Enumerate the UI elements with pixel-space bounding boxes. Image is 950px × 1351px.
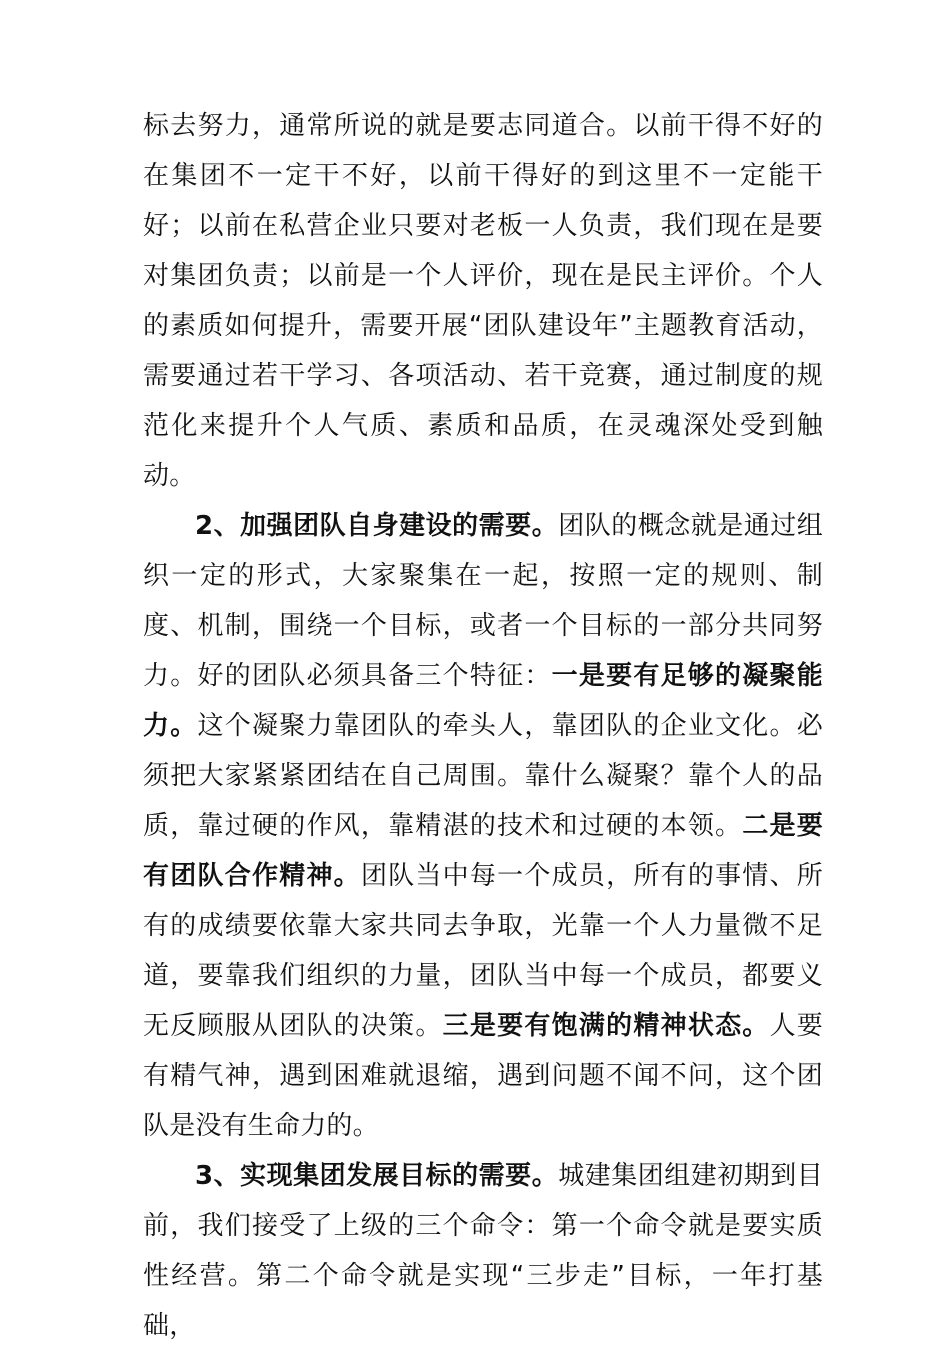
paragraph-2-point-1: 一是要有足够的凝聚能力。	[143, 661, 823, 741]
paragraph-3	[143, 1151, 823, 1351]
paragraph-1	[143, 101, 823, 501]
paragraph-2-point-3: 三是要有饱满的精神状态。	[442, 1011, 770, 1041]
paragraph-2-text-3: 团队当中每一个成员，所有的事情、所有的成绩要依靠大家共同去争取，光靠一个人力量微不足道，要靠我们组织的力量，团队当中每一个成员，都要义无反顾服从团队的决策。	[143, 861, 823, 1041]
paragraph-3-heading: 3、实现集团发展目标的需要。	[195, 1161, 559, 1191]
paragraph-2-text-2: 这个凝聚力靠团队的牵头人，靠团队的企业文化。必须把大家紧紧团结在自己周围。靠什么凝聚？靠个人的品质，靠过硬的作风，靠精湛的技术和过硬的本领。	[143, 711, 823, 841]
paragraph-2-heading: 2、加强团队自身建设的需要。	[195, 511, 559, 541]
document-page	[143, 101, 823, 1351]
paragraph-2-point-2: 二是要有团队合作精神。	[143, 811, 823, 891]
paragraph-2	[143, 501, 823, 1151]
paragraph-2-text-4: 人要有精气神，遇到困难就退缩，遇到问题不闻不问，这个团队是没有生命力的。	[143, 1011, 824, 1141]
paragraph-2-text-1: 团队的概念就是通过组织一定的形式，大家聚集在一起，按照一定的规则、制度、机制，围绕一个目标，或者一个目标的一部分共同努力。好的团队必须具备三个特征：	[143, 511, 823, 691]
paragraph-3-text: 城建集团组建初期到目前，我们接受了上级的三个命令：第一个命令就是要实质性经营。第二个命令就是实现“三步走”目标，一年打基础，	[143, 1161, 823, 1341]
paragraph-1-text: 标去努力，通常所说的就是要志同道合。以前干得不好的在集团不一定干不好，以前干得好的到这里不一定能干好；以前在私营企业只要对老板一人负责，我们现在是要对集团负责；以前是一个人评价，现在是民主评价。个人的素质如何提升，需要开展“团队建设年”主题教育活动，需要通过若干学习、各项活动、若干竞赛，通过制度的规范化来提升个人气质、素质和品质，在灵魂深处受到触动。	[143, 111, 823, 491]
